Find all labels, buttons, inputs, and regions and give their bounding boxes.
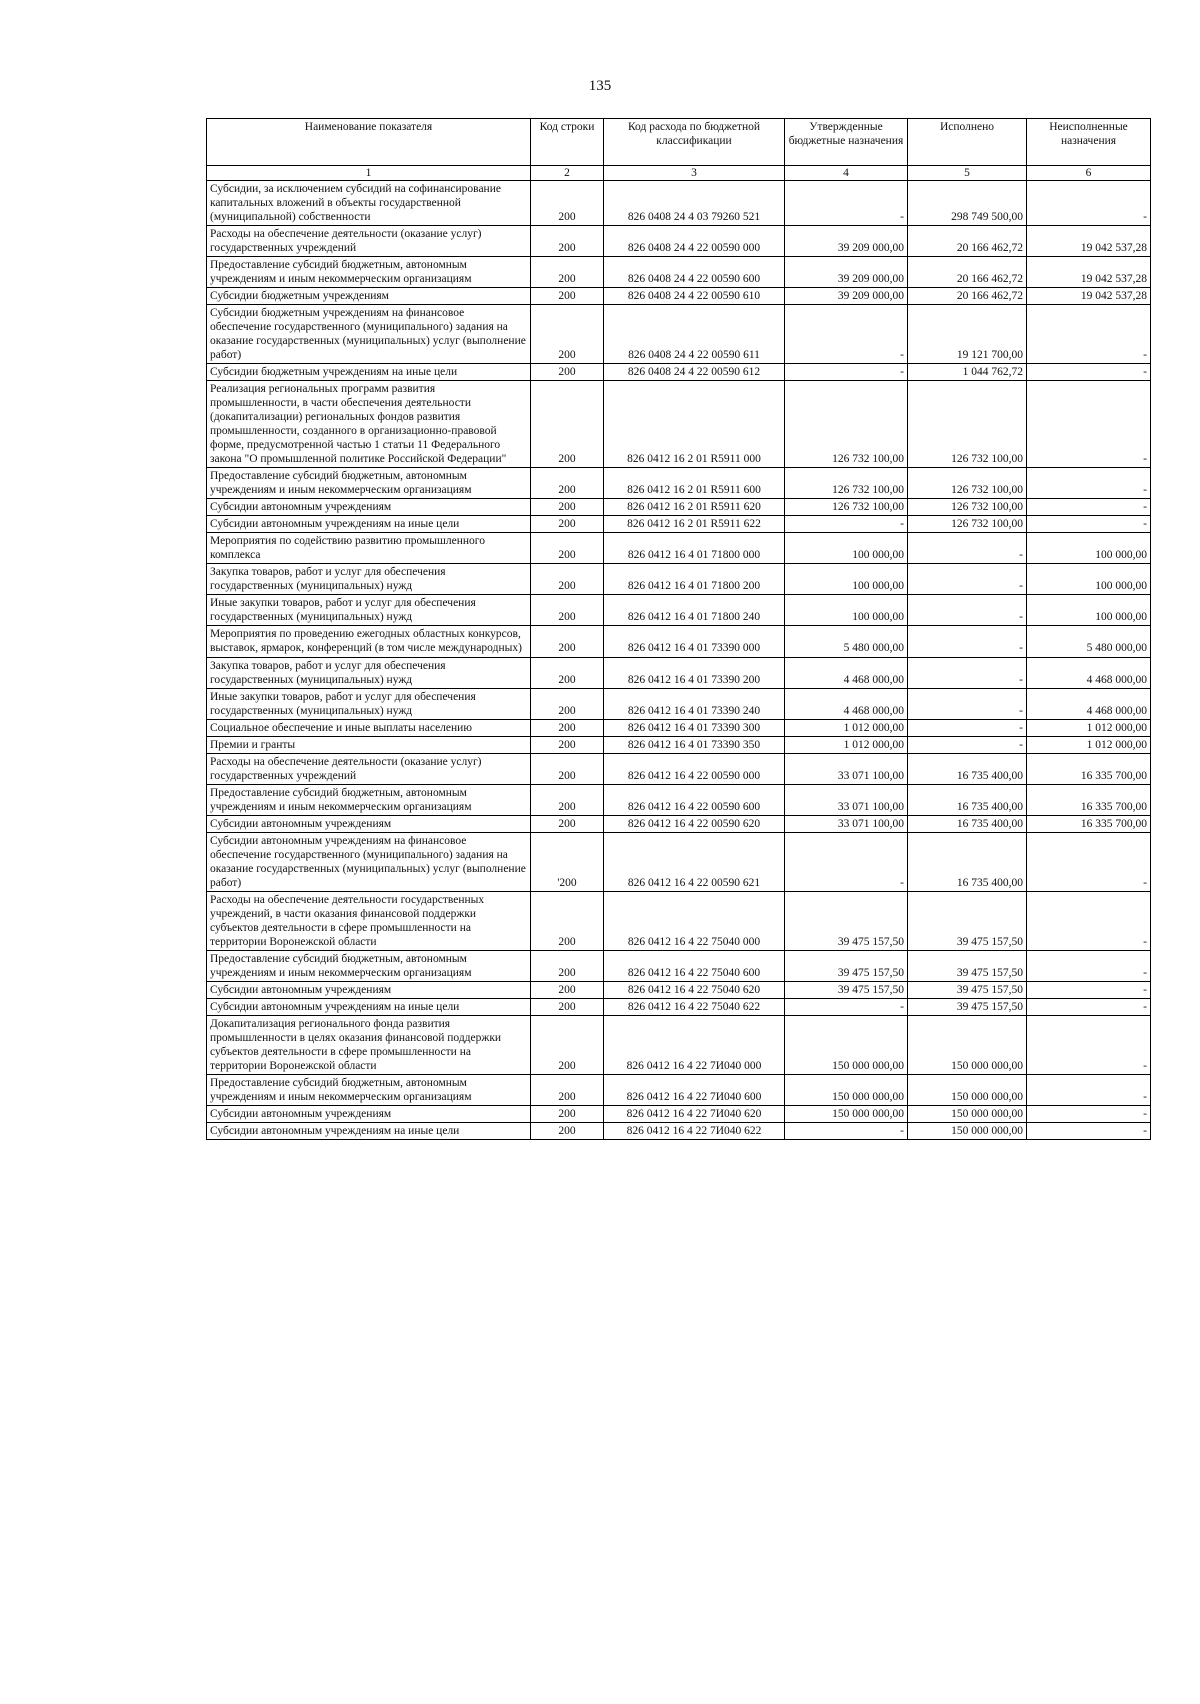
page-number: 135 xyxy=(588,78,612,94)
table-row xyxy=(207,1122,1151,1139)
row-name: Субсидии автономным учреждениям на иные цели xyxy=(207,998,531,1015)
row-line-code: 200 xyxy=(531,891,604,950)
row-executed: 39 475 157,50 xyxy=(908,891,1027,950)
row-approved: 1 012 000,00 xyxy=(785,736,908,753)
table-row xyxy=(207,533,1151,564)
row-budget-code: 826 0412 16 4 01 73390 350 xyxy=(604,736,785,753)
row-name: Предоставление субсидий бюджетным, автономным учреждениям и иным некоммерческим организациям xyxy=(207,257,531,288)
row-executed: 150 000 000,00 xyxy=(908,1122,1027,1139)
row-executed: 150 000 000,00 xyxy=(908,1105,1027,1122)
row-name: Предоставление субсидий бюджетным, автономным учреждениям и иным некоммерческим организациям xyxy=(207,784,531,815)
table-row xyxy=(207,181,1151,226)
row-name: Субсидии автономным учреждениям на иные цели xyxy=(207,1122,531,1139)
row-unexecuted: - xyxy=(1027,998,1151,1015)
row-approved: 1 012 000,00 xyxy=(785,719,908,736)
row-executed: 150 000 000,00 xyxy=(908,1015,1027,1074)
row-approved: 126 732 100,00 xyxy=(785,468,908,499)
row-budget-code: 826 0408 24 4 22 00590 600 xyxy=(604,257,785,288)
header-executed: Исполнено xyxy=(908,119,1027,166)
row-name: Закупка товаров, работ и услуг для обеспечения государственных (муниципальных) нужд xyxy=(207,657,531,688)
table-row xyxy=(207,499,1151,516)
table-row xyxy=(207,657,1151,688)
table-row xyxy=(207,998,1151,1015)
row-line-code: 200 xyxy=(531,657,604,688)
row-executed: 19 121 700,00 xyxy=(908,305,1027,364)
row-unexecuted: 4 468 000,00 xyxy=(1027,688,1151,719)
header-line-code: Код строки xyxy=(531,119,604,166)
row-budget-code: 826 0412 16 4 22 75040 620 xyxy=(604,981,785,998)
row-budget-code: 826 0408 24 4 22 00590 610 xyxy=(604,288,785,305)
row-line-code: 200 xyxy=(531,815,604,832)
row-line-code: 200 xyxy=(531,950,604,981)
row-unexecuted: - xyxy=(1027,832,1151,891)
row-budget-code: 826 0412 16 4 22 7И040 622 xyxy=(604,1122,785,1139)
row-unexecuted: - xyxy=(1027,381,1151,468)
column-number: 2 xyxy=(531,166,604,181)
row-unexecuted: - xyxy=(1027,499,1151,516)
row-line-code: 200 xyxy=(531,516,604,533)
row-budget-code: 826 0412 16 4 22 7И040 620 xyxy=(604,1105,785,1122)
row-approved: 150 000 000,00 xyxy=(785,1074,908,1105)
table-row xyxy=(207,305,1151,364)
header-approved: Утвержденные бюджетные назначения xyxy=(785,119,908,166)
row-unexecuted: - xyxy=(1027,468,1151,499)
table-row xyxy=(207,832,1151,891)
budget-execution-table xyxy=(206,118,1151,1140)
row-executed: - xyxy=(908,626,1027,657)
row-unexecuted: 100 000,00 xyxy=(1027,595,1151,626)
header-budget-code: Код расхода по бюджетной классификации xyxy=(604,119,785,166)
row-executed: 1 044 762,72 xyxy=(908,364,1027,381)
row-line-code: 200 xyxy=(531,626,604,657)
row-unexecuted: 16 335 700,00 xyxy=(1027,815,1151,832)
row-line-code: 200 xyxy=(531,1105,604,1122)
row-budget-code: 826 0412 16 4 01 71800 200 xyxy=(604,564,785,595)
row-approved: 100 000,00 xyxy=(785,533,908,564)
table-row xyxy=(207,815,1151,832)
row-unexecuted: - xyxy=(1027,516,1151,533)
row-executed: - xyxy=(908,657,1027,688)
row-unexecuted: - xyxy=(1027,1015,1151,1074)
table-row xyxy=(207,950,1151,981)
row-line-code: 200 xyxy=(531,595,604,626)
row-budget-code: 826 0412 16 4 22 00590 000 xyxy=(604,753,785,784)
row-line-code: 200 xyxy=(531,226,604,257)
row-budget-code: 826 0412 16 4 22 00590 621 xyxy=(604,832,785,891)
row-unexecuted: 5 480 000,00 xyxy=(1027,626,1151,657)
row-executed: - xyxy=(908,533,1027,564)
column-number: 6 xyxy=(1027,166,1151,181)
row-executed: 16 735 400,00 xyxy=(908,753,1027,784)
row-executed: 126 732 100,00 xyxy=(908,499,1027,516)
table-row xyxy=(207,1015,1151,1074)
table-row xyxy=(207,1105,1151,1122)
row-executed: - xyxy=(908,688,1027,719)
row-line-code: 200 xyxy=(531,998,604,1015)
row-executed: 150 000 000,00 xyxy=(908,1074,1027,1105)
row-approved: - xyxy=(785,832,908,891)
row-unexecuted: - xyxy=(1027,1105,1151,1122)
row-executed: 298 749 500,00 xyxy=(908,181,1027,226)
row-budget-code: 826 0408 24 4 22 00590 611 xyxy=(604,305,785,364)
table-row xyxy=(207,784,1151,815)
row-name: Мероприятия по проведению ежегодных областных конкурсов, выставок, ярмарок, конференций (в том числе международных) xyxy=(207,626,531,657)
row-name: Субсидии автономным учреждениям xyxy=(207,1105,531,1122)
column-number: 1 xyxy=(207,166,531,181)
row-approved: 33 071 100,00 xyxy=(785,815,908,832)
row-line-code: 200 xyxy=(531,257,604,288)
column-number-row xyxy=(207,166,1151,181)
header-unexecuted: Неисполненные назначения xyxy=(1027,119,1151,166)
row-approved: - xyxy=(785,1122,908,1139)
row-name: Иные закупки товаров, работ и услуг для обеспечения государственных (муниципальных) нужд xyxy=(207,595,531,626)
row-unexecuted: 19 042 537,28 xyxy=(1027,226,1151,257)
row-executed: 126 732 100,00 xyxy=(908,468,1027,499)
row-name: Закупка товаров, работ и услуг для обеспечения государственных (муниципальных) нужд xyxy=(207,564,531,595)
row-budget-code: 826 0412 16 4 01 71800 240 xyxy=(604,595,785,626)
row-budget-code: 826 0412 16 4 22 7И040 600 xyxy=(604,1074,785,1105)
row-line-code: 200 xyxy=(531,981,604,998)
row-executed: - xyxy=(908,736,1027,753)
row-approved: 150 000 000,00 xyxy=(785,1105,908,1122)
table-header-row xyxy=(207,119,1151,166)
row-line-code: 200 xyxy=(531,1122,604,1139)
row-name: Расходы на обеспечение деятельности (оказание услуг) государственных учреждений xyxy=(207,753,531,784)
row-line-code: 200 xyxy=(531,305,604,364)
row-unexecuted: - xyxy=(1027,305,1151,364)
row-budget-code: 826 0412 16 4 22 75040 600 xyxy=(604,950,785,981)
row-approved: - xyxy=(785,516,908,533)
row-unexecuted: - xyxy=(1027,1074,1151,1105)
row-line-code: 200 xyxy=(531,468,604,499)
row-approved: - xyxy=(785,305,908,364)
row-approved: 150 000 000,00 xyxy=(785,1015,908,1074)
table-row xyxy=(207,981,1151,998)
row-line-code: 200 xyxy=(531,1015,604,1074)
row-budget-code: 826 0412 16 4 01 73390 240 xyxy=(604,688,785,719)
row-budget-code: 826 0412 16 2 01 R5911 000 xyxy=(604,381,785,468)
row-budget-code: 826 0408 24 4 22 00590 612 xyxy=(604,364,785,381)
row-unexecuted: - xyxy=(1027,950,1151,981)
row-budget-code: 826 0412 16 4 01 71800 000 xyxy=(604,533,785,564)
row-name: Расходы на обеспечение деятельности государственных учреждений, в части оказания финансовой поддержки субъектов деятельности в сфере промышленности на территории Воронежской области xyxy=(207,891,531,950)
row-name: Расходы на обеспечение деятельности (оказание услуг) государственных учреждений xyxy=(207,226,531,257)
row-unexecuted: 19 042 537,28 xyxy=(1027,257,1151,288)
row-approved: 39 475 157,50 xyxy=(785,891,908,950)
row-line-code: 200 xyxy=(531,499,604,516)
column-number: 5 xyxy=(908,166,1027,181)
row-budget-code: 826 0412 16 4 22 7И040 000 xyxy=(604,1015,785,1074)
row-approved: 39 475 157,50 xyxy=(785,950,908,981)
row-budget-code: 826 0412 16 2 01 R5911 600 xyxy=(604,468,785,499)
row-budget-code: 826 0408 24 4 03 79260 521 xyxy=(604,181,785,226)
row-name: Субсидии автономным учреждениям xyxy=(207,499,531,516)
row-line-code: 200 xyxy=(531,533,604,564)
column-number: 3 xyxy=(604,166,785,181)
table-row xyxy=(207,736,1151,753)
row-executed: 20 166 462,72 xyxy=(908,257,1027,288)
row-budget-code: 826 0412 16 2 01 R5911 622 xyxy=(604,516,785,533)
row-name: Субсидии бюджетным учреждениям на финансовое обеспечение государственного (муниципального) задания на оказание государственных (муниципальных) услуг (выполнение работ) xyxy=(207,305,531,364)
row-budget-code: 826 0412 16 4 01 73390 300 xyxy=(604,719,785,736)
row-budget-code: 826 0412 16 4 01 73390 000 xyxy=(604,626,785,657)
row-unexecuted: - xyxy=(1027,1122,1151,1139)
header-name: Наименование показателя xyxy=(207,119,531,166)
table-row xyxy=(207,626,1151,657)
row-name: Премии и гранты xyxy=(207,736,531,753)
row-approved: 126 732 100,00 xyxy=(785,381,908,468)
row-approved: 126 732 100,00 xyxy=(785,499,908,516)
row-approved: 39 209 000,00 xyxy=(785,257,908,288)
row-budget-code: 826 0408 24 4 22 00590 000 xyxy=(604,226,785,257)
row-name: Субсидии автономным учреждениям на финансовое обеспечение государственного (муниципального) задания на оказание государственных (муниципальных) услуг (выполнение работ) xyxy=(207,832,531,891)
row-executed: 126 732 100,00 xyxy=(908,381,1027,468)
row-name: Реализация региональных программ развития промышленности, в части обеспечения деятельности (докапитализации) региональных фондов развития промышленности, созданного в организационно-правовой форме, предусмотренной частью 1 статьи 11 Федерального закона "О промышленной политике Российской Федерации" xyxy=(207,381,531,468)
row-approved: 39 475 157,50 xyxy=(785,981,908,998)
row-line-code: 200 xyxy=(531,288,604,305)
row-name: Субсидии бюджетным учреждениям xyxy=(207,288,531,305)
row-approved: 5 480 000,00 xyxy=(785,626,908,657)
table-row xyxy=(207,688,1151,719)
row-budget-code: 826 0412 16 2 01 R5911 620 xyxy=(604,499,785,516)
row-name: Субсидии автономным учреждениям xyxy=(207,981,531,998)
table-row xyxy=(207,564,1151,595)
row-line-code: 200 xyxy=(531,784,604,815)
row-executed: 16 735 400,00 xyxy=(908,832,1027,891)
row-name: Социальное обеспечение и иные выплаты населению xyxy=(207,719,531,736)
row-line-code: 200 xyxy=(531,719,604,736)
row-budget-code: 826 0412 16 4 01 73390 200 xyxy=(604,657,785,688)
row-budget-code: 826 0412 16 4 22 75040 000 xyxy=(604,891,785,950)
row-name: Предоставление субсидий бюджетным, автономным учреждениям и иным некоммерческим организациям xyxy=(207,468,531,499)
row-budget-code: 826 0412 16 4 22 00590 600 xyxy=(604,784,785,815)
table-row xyxy=(207,468,1151,499)
row-executed: 20 166 462,72 xyxy=(908,226,1027,257)
row-approved: - xyxy=(785,181,908,226)
row-name: Иные закупки товаров, работ и услуг для обеспечения государственных (муниципальных) нужд xyxy=(207,688,531,719)
column-number: 4 xyxy=(785,166,908,181)
row-executed: 39 475 157,50 xyxy=(908,981,1027,998)
row-unexecuted: 19 042 537,28 xyxy=(1027,288,1151,305)
row-unexecuted: - xyxy=(1027,981,1151,998)
row-approved: - xyxy=(785,364,908,381)
table-row xyxy=(207,753,1151,784)
table-row xyxy=(207,288,1151,305)
row-line-code: 200 xyxy=(531,364,604,381)
row-approved: 33 071 100,00 xyxy=(785,784,908,815)
row-line-code: 200 xyxy=(531,181,604,226)
row-unexecuted: 100 000,00 xyxy=(1027,564,1151,595)
row-unexecuted: - xyxy=(1027,364,1151,381)
table-row xyxy=(207,516,1151,533)
row-name: Мероприятия по содействию развитию промышленного комплекса xyxy=(207,533,531,564)
table-row xyxy=(207,1074,1151,1105)
row-executed: 16 735 400,00 xyxy=(908,784,1027,815)
table-row xyxy=(207,595,1151,626)
row-unexecuted: 1 012 000,00 xyxy=(1027,719,1151,736)
row-unexecuted: 16 335 700,00 xyxy=(1027,753,1151,784)
row-name: Докапитализация регионального фонда развития промышленности в целях оказания финансовой поддержки субъектов деятельности в сфере промышленности на территории Воронежской области xyxy=(207,1015,531,1074)
row-executed: 39 475 157,50 xyxy=(908,950,1027,981)
table-row xyxy=(207,364,1151,381)
row-executed: - xyxy=(908,564,1027,595)
row-line-code: 200 xyxy=(531,381,604,468)
row-name: Субсидии, за исключением субсидий на софинансирование капитальных вложений в объекты государственной (муниципальной) собственности xyxy=(207,181,531,226)
row-budget-code: 826 0412 16 4 22 00590 620 xyxy=(604,815,785,832)
row-approved: 39 209 000,00 xyxy=(785,226,908,257)
table-row xyxy=(207,891,1151,950)
row-line-code: '200 xyxy=(531,832,604,891)
row-approved: 4 468 000,00 xyxy=(785,688,908,719)
row-unexecuted: 1 012 000,00 xyxy=(1027,736,1151,753)
row-executed: 126 732 100,00 xyxy=(908,516,1027,533)
table-row xyxy=(207,719,1151,736)
row-budget-code: 826 0412 16 4 22 75040 622 xyxy=(604,998,785,1015)
row-name: Субсидии бюджетным учреждениям на иные цели xyxy=(207,364,531,381)
row-line-code: 200 xyxy=(531,688,604,719)
row-name: Субсидии автономным учреждениям на иные цели xyxy=(207,516,531,533)
row-unexecuted: 16 335 700,00 xyxy=(1027,784,1151,815)
row-approved: - xyxy=(785,998,908,1015)
row-unexecuted: - xyxy=(1027,181,1151,226)
row-executed: 16 735 400,00 xyxy=(908,815,1027,832)
row-executed: - xyxy=(908,719,1027,736)
table-body xyxy=(207,181,1151,1140)
table-row xyxy=(207,257,1151,288)
table-row xyxy=(207,381,1151,468)
row-unexecuted: 100 000,00 xyxy=(1027,533,1151,564)
row-unexecuted: 4 468 000,00 xyxy=(1027,657,1151,688)
row-approved: 4 468 000,00 xyxy=(785,657,908,688)
row-approved: 33 071 100,00 xyxy=(785,753,908,784)
row-executed: 20 166 462,72 xyxy=(908,288,1027,305)
table-row xyxy=(207,226,1151,257)
row-name: Предоставление субсидий бюджетным, автономным учреждениям и иным некоммерческим организациям xyxy=(207,950,531,981)
row-executed: 39 475 157,50 xyxy=(908,998,1027,1015)
row-name: Субсидии автономным учреждениям xyxy=(207,815,531,832)
row-line-code: 200 xyxy=(531,564,604,595)
row-line-code: 200 xyxy=(531,736,604,753)
row-name: Предоставление субсидий бюджетным, автономным учреждениям и иным некоммерческим организациям xyxy=(207,1074,531,1105)
row-line-code: 200 xyxy=(531,753,604,784)
row-unexecuted: - xyxy=(1027,891,1151,950)
row-approved: 39 209 000,00 xyxy=(785,288,908,305)
row-executed: - xyxy=(908,595,1027,626)
row-approved: 100 000,00 xyxy=(785,564,908,595)
row-line-code: 200 xyxy=(531,1074,604,1105)
row-approved: 100 000,00 xyxy=(785,595,908,626)
